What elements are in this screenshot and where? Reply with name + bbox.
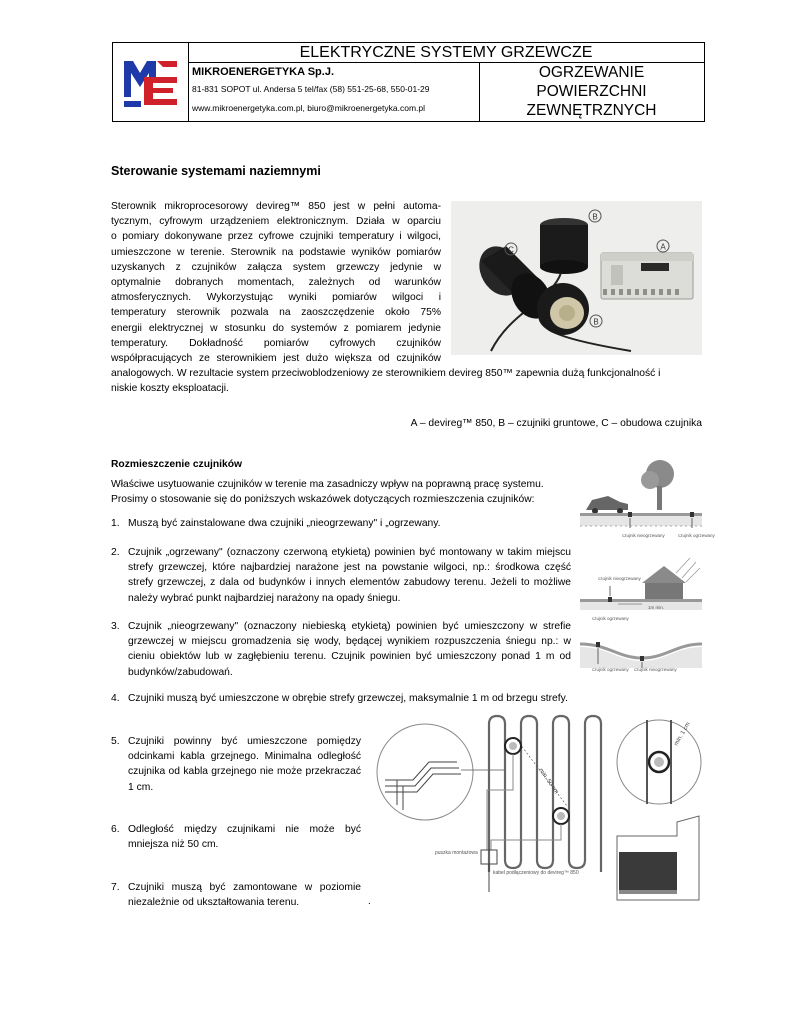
intro-line: Prosimy o stosowanie się do poniższych wskazówek dotyczących rozmieszczenia czujników: (111, 494, 535, 506)
diagram-label: min. 50 cm (537, 767, 560, 796)
intro-continuation (111, 366, 711, 396)
intro-line: optymalnie dobranych momentach, zależnych od warunków (111, 277, 441, 289)
intro-line: atmosferycznych. Wykorzystując wyniki pomiarów wilgoci i (111, 292, 441, 304)
diagram-label: 1m min. (648, 605, 665, 610)
product-photo (451, 201, 702, 355)
list-number: 4. (111, 693, 120, 704)
photo-label: B (593, 317, 599, 327)
list-text: Czujniki powinny być umieszczone pomiędzy odcinkami kabla grzejnego. Minimalna odległość czujnika od kabla grzejnego nie może przekraczać 1 cm. (128, 736, 361, 793)
company-logo (113, 43, 188, 121)
diagram-label: czujnik nieogrzewany (598, 576, 641, 581)
photo-label: A (660, 242, 666, 252)
diagram-label: kabel podłączeniowy do devireg™ 850 (493, 870, 579, 876)
diagram-label: czujnik ogrzewany (592, 616, 629, 621)
intro-line: temperatury. Dokładność pomiarów cyfrowych czujników (111, 337, 441, 349)
subsection-title: Rozmieszczenie czujników (111, 459, 243, 470)
intro-line: tycznym, cyfrowym urządzeniem elektronicznym. Działa w oparciu (111, 216, 441, 228)
trailing-mark: . (368, 896, 371, 907)
list-text: Czujniki muszą być zamontowane w poziomie niezależnie od ukształtowania terenu. (128, 882, 361, 909)
list-number: 5. (111, 736, 120, 747)
diagram-label: czujnik ogrzewany (592, 667, 629, 672)
intro-line: analogowych. W rezultacie system przeciwoblodzeniowy ze sterownikiem devireg 850™ zapewnia dużą funkcjonalność i (111, 368, 661, 379)
photo-label: C (508, 245, 514, 255)
company-name: MIKROENERGETYKA Sp.J. (192, 66, 334, 78)
company-info (188, 62, 480, 121)
company-web: www.mikroenergetyka.com.pl, biuro@mikroenergetyka.com.pl (192, 103, 426, 113)
intro-line: umieszczone w terenie. Sterownik na podstawie wyników pomiarów (111, 246, 441, 258)
list-text: Muszą być zainstalowane dwa czujniki „nieogrzewany" i „ogrzewany. (128, 518, 441, 529)
diagram-label: czujnik nieogrzewany (622, 533, 665, 538)
diagram-label: min. 1 cm (673, 721, 692, 747)
intro-line: energii elektrycznej w stosunku do systemów z pomiarem jedynie (111, 322, 441, 334)
list-number: 2. (111, 547, 120, 558)
diagram-label: czujnik nieogrzewany (634, 667, 677, 672)
photo-caption: A – devireg™ 850, B – czujniki gruntowe, C – obudowa czujnika (410, 418, 702, 429)
list-number: 1. (111, 518, 120, 529)
sensor-placement-diagram (578, 458, 715, 676)
subject-line: OGRZEWANIE (538, 64, 645, 81)
diagram-label: czujnik ogrzewany (678, 533, 715, 538)
cable-installation-diagram (377, 710, 707, 902)
tree-icon (641, 460, 674, 510)
list-text: Czujnik „ogrzewany" (oznaczony czerwoną etykietą) powinien być montowany w takim miejscu strefy grzewczej, które najbardziej narażone jest na powstanie wilgoci, np.: środkowa część strefy grzewczej, z dala od budynków i innych elementów zabudowy terenu. Jeżeli to możliwe należy wybrać punkt najbardziej narażony na opady śniegu. (128, 547, 571, 604)
subject-title (479, 62, 704, 122)
intro-line: Sterownik mikroprocesorowy devireg™ 850 jest w pełni automa- (111, 201, 441, 212)
document-header (112, 42, 705, 122)
intro-line: niskie koszty eksploatacji. (111, 383, 229, 395)
subject-line: POWIERZCHNI (536, 83, 647, 100)
main-title: ELEKTRYCZNE SYSTEMY GRZEWCZE (188, 43, 704, 63)
intro-line: temperatury sterownik pozwala na zaoszczędzenie około 75% (111, 307, 441, 319)
diagram-label: puszka montażowa (435, 850, 478, 856)
logo-cell (113, 43, 189, 121)
house-icon (642, 566, 686, 601)
section-title: Sterowanie systemami naziemnymi (111, 164, 321, 178)
placement-intro (111, 477, 581, 507)
subject-line: ZEWNĘTRZNYCH (526, 102, 657, 119)
list-number: 7. (111, 882, 120, 893)
company-address: 81-831 SOPOT ul. Andersa 5 tel/fax (58) 551-25-68, 550-01-29 (192, 84, 430, 94)
intro-line: Właściwe usytuowanie czujników w terenie ma zasadniczy wpływ na poprawną pracę systemu. (111, 479, 544, 490)
list-text: Czujnik „nieogrzewany" (oznaczony niebieską etykietą) powinien być umieszczony w strefie grzewczej w miejscu gromadzenia się wody, będącej wynikiem rozpuszczenia śniegu np.: w cieniu obiektów lub w zagłębieniu terenu. Czujnik powinien być umieszczony ponad 1 m od budynków/zabudowań. (128, 621, 571, 678)
intro-line: współpracujących ze sterownikiem jest dużo większa od czujników (111, 353, 441, 365)
intro-line: uzyskanych z czujników załącza system grzewczy jedynie w (111, 261, 441, 273)
list-number: 3. (111, 621, 120, 632)
list-text: Czujniki muszą być umieszczone w obrębie strefy grzewczej, maksymalnie 1 m od brzegu strefy. (128, 693, 568, 704)
intro-paragraph (111, 199, 441, 366)
photo-label: B (592, 212, 598, 222)
car-icon (586, 496, 628, 514)
list-text: Odległość między czujnikami nie może być mniejsza niż 50 cm. (128, 824, 361, 851)
list-number: 6. (111, 824, 120, 835)
intro-line: o pomiary dokonywane przez cyfrowe czujniki temperatury i wilgoci, (111, 231, 441, 243)
